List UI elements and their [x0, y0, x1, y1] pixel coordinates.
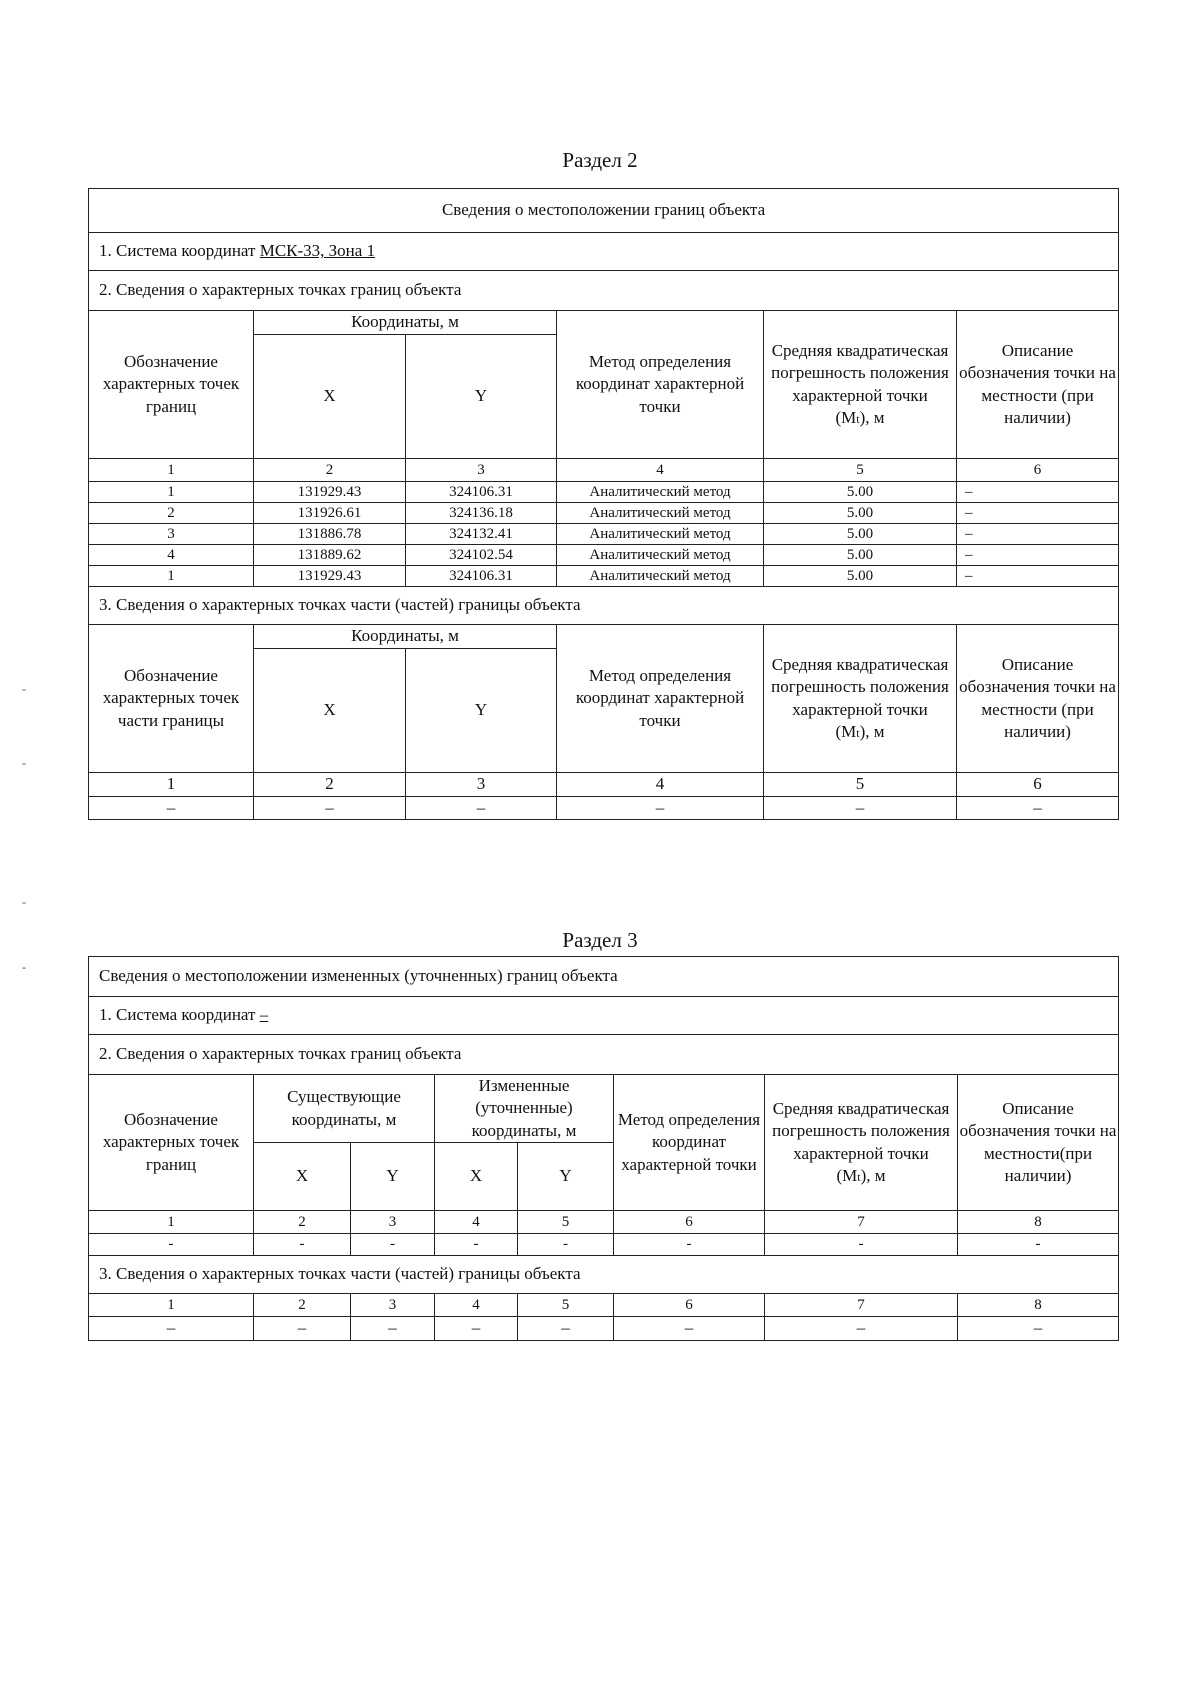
col-number: 5: [518, 1211, 614, 1234]
col-number: 7: [765, 1211, 958, 1234]
point-y: 324106.31: [406, 482, 557, 503]
point-y: 324106.31: [406, 566, 557, 587]
col-number: 2: [254, 1211, 351, 1234]
point-y: 324136.18: [406, 503, 557, 524]
section2-points-heading: 2. Сведения о характерных точках границ объекта: [89, 271, 1119, 311]
col-number: 2: [254, 773, 406, 797]
empty-cell: -: [958, 1234, 1119, 1256]
point-error: 5.00: [764, 566, 957, 587]
col-number: 8: [958, 1211, 1119, 1234]
table-row: [89, 1317, 1119, 1341]
col-number: 4: [557, 773, 764, 797]
empty-cell: -: [351, 1234, 435, 1256]
empty-cell: –: [254, 1317, 351, 1341]
col-existing: Существующие координаты, м: [254, 1075, 435, 1143]
col-description: Описание обозначения точки на местности (при наличии): [957, 625, 1119, 773]
point-method: Аналитический метод: [557, 566, 764, 587]
empty-cell: –: [957, 797, 1119, 820]
col-changed: Измененные (уточненные) координаты, м: [435, 1075, 614, 1143]
scan-mark: -: [22, 960, 26, 974]
point-error: 5.00: [764, 545, 957, 566]
point-y: 324132.41: [406, 524, 557, 545]
col-number: 1: [89, 459, 254, 482]
point-desc: –: [957, 566, 1119, 587]
coord-system-value: –: [259, 1005, 269, 1025]
col-number: 6: [957, 459, 1119, 482]
empty-cell: –: [351, 1317, 435, 1341]
point-x: 131929.43: [254, 482, 406, 503]
table-row: [89, 482, 1119, 503]
col-number: 2: [254, 1294, 351, 1317]
empty-cell: -: [254, 1234, 351, 1256]
col-number: 4: [435, 1211, 518, 1234]
point-error: 5.00: [764, 503, 957, 524]
col-number: 6: [614, 1211, 765, 1234]
point-error: 5.00: [764, 524, 957, 545]
point-x: 131926.61: [254, 503, 406, 524]
scan-mark: -: [22, 682, 26, 696]
point-desc: –: [957, 503, 1119, 524]
col-y: Y: [406, 335, 557, 459]
col-number: 3: [406, 773, 557, 797]
section3-table: [88, 956, 1119, 1341]
point-y: 324102.54: [406, 545, 557, 566]
empty-cell: –: [765, 1317, 958, 1341]
point-method: Аналитический метод: [557, 482, 764, 503]
point-x: 131886.78: [254, 524, 406, 545]
point-x: 131889.62: [254, 545, 406, 566]
col-error: Средняя квадратическая погрешность положения характерной точки (Mt), м: [765, 1075, 958, 1211]
point-number: 1: [89, 482, 254, 503]
col-number: 6: [614, 1294, 765, 1317]
scan-mark: -: [22, 756, 26, 770]
col-description: Описание обозначения точки на местности(при наличии): [958, 1075, 1119, 1211]
point-method: Аналитический метод: [557, 503, 764, 524]
empty-cell: –: [958, 1317, 1119, 1341]
col-x: X: [435, 1143, 518, 1211]
col-method: Метод определения координат характерной точки: [614, 1075, 765, 1211]
col-number: 6: [957, 773, 1119, 797]
empty-cell: –: [764, 797, 957, 820]
empty-cell: –: [89, 1317, 254, 1341]
section2-header: Сведения о местоположении границ объекта: [89, 189, 1119, 233]
table-row: [89, 566, 1119, 587]
col-designation: Обозначение характерных точек границ: [89, 311, 254, 459]
section3-header: Сведения о местоположении измененных (уточненных) границ объекта: [89, 957, 1119, 997]
col-number: 5: [518, 1294, 614, 1317]
point-error: 5.00: [764, 482, 957, 503]
empty-cell: –: [254, 797, 406, 820]
col-description: Описание обозначения точки на местности (при наличии): [957, 311, 1119, 459]
table-row: [89, 524, 1119, 545]
empty-cell: –: [406, 797, 557, 820]
empty-cell: -: [89, 1234, 254, 1256]
col-number: 1: [89, 1211, 254, 1234]
section2-table: [88, 188, 1119, 820]
col-number: 1: [89, 1294, 254, 1317]
col-y: Y: [518, 1143, 614, 1211]
section3-coord-system: 1. Система координат –: [89, 997, 1119, 1035]
point-method: Аналитический метод: [557, 545, 764, 566]
col-number: 3: [351, 1294, 435, 1317]
col-y: Y: [406, 649, 557, 773]
col-number: 5: [764, 773, 957, 797]
col-x: X: [254, 1143, 351, 1211]
empty-cell: -: [614, 1234, 765, 1256]
section2-coord-system: 1. Система координат МСК-33, Зона 1: [89, 233, 1119, 271]
point-method: Аналитический метод: [557, 524, 764, 545]
point-desc: –: [957, 482, 1119, 503]
section3-points-heading: 2. Сведения о характерных точках границ объекта: [89, 1035, 1119, 1075]
point-desc: –: [957, 524, 1119, 545]
col-error: Средняя квадратическая погрешность положения характерной точки (Mt), м: [764, 311, 957, 459]
col-method: Метод определения координат характерной точки: [557, 311, 764, 459]
col-number: 4: [557, 459, 764, 482]
empty-cell: -: [765, 1234, 958, 1256]
section2-part-heading: 3. Сведения о характерных точках части (частей) границы объекта: [89, 587, 1119, 625]
col-number: 2: [254, 459, 406, 482]
empty-cell: -: [435, 1234, 518, 1256]
col-number: 8: [958, 1294, 1119, 1317]
table-row: [89, 1234, 1119, 1256]
col-number: 7: [765, 1294, 958, 1317]
table-row: [89, 545, 1119, 566]
empty-cell: -: [518, 1234, 614, 1256]
empty-cell: –: [518, 1317, 614, 1341]
col-number: 1: [89, 773, 254, 797]
scan-mark: -: [22, 895, 26, 909]
point-number: 2: [89, 503, 254, 524]
section3-title: Раздел 3: [562, 928, 638, 952]
table-row: [89, 797, 1119, 820]
coord-system-value: МСК-33, Зона 1: [259, 241, 376, 261]
point-number: 1: [89, 566, 254, 587]
col-x: X: [254, 649, 406, 773]
col-part-designation: Обозначение характерных точек части границы: [89, 625, 254, 773]
col-number: 4: [435, 1294, 518, 1317]
col-coords: Координаты, м: [254, 625, 557, 649]
empty-cell: –: [557, 797, 764, 820]
section2-title: Раздел 2: [562, 148, 638, 172]
col-y: Y: [351, 1143, 435, 1211]
col-error: Средняя квадратическая погрешность положения характерной точки (Mt), м: [764, 625, 957, 773]
empty-cell: –: [614, 1317, 765, 1341]
col-method: Метод определения координат характерной точки: [557, 625, 764, 773]
col-designation: Обозначение характерных точек границ: [89, 1075, 254, 1211]
col-x: X: [254, 335, 406, 459]
empty-cell: –: [89, 797, 254, 820]
col-coords: Координаты, м: [254, 311, 557, 335]
point-number: 3: [89, 524, 254, 545]
table-row: [89, 503, 1119, 524]
point-x: 131929.43: [254, 566, 406, 587]
point-desc: –: [957, 545, 1119, 566]
col-number: 3: [351, 1211, 435, 1234]
empty-cell: –: [435, 1317, 518, 1341]
point-number: 4: [89, 545, 254, 566]
section3-part-heading: 3. Сведения о характерных точках части (частей) границы объекта: [89, 1256, 1119, 1294]
col-number: 5: [764, 459, 957, 482]
col-number: 3: [406, 459, 557, 482]
